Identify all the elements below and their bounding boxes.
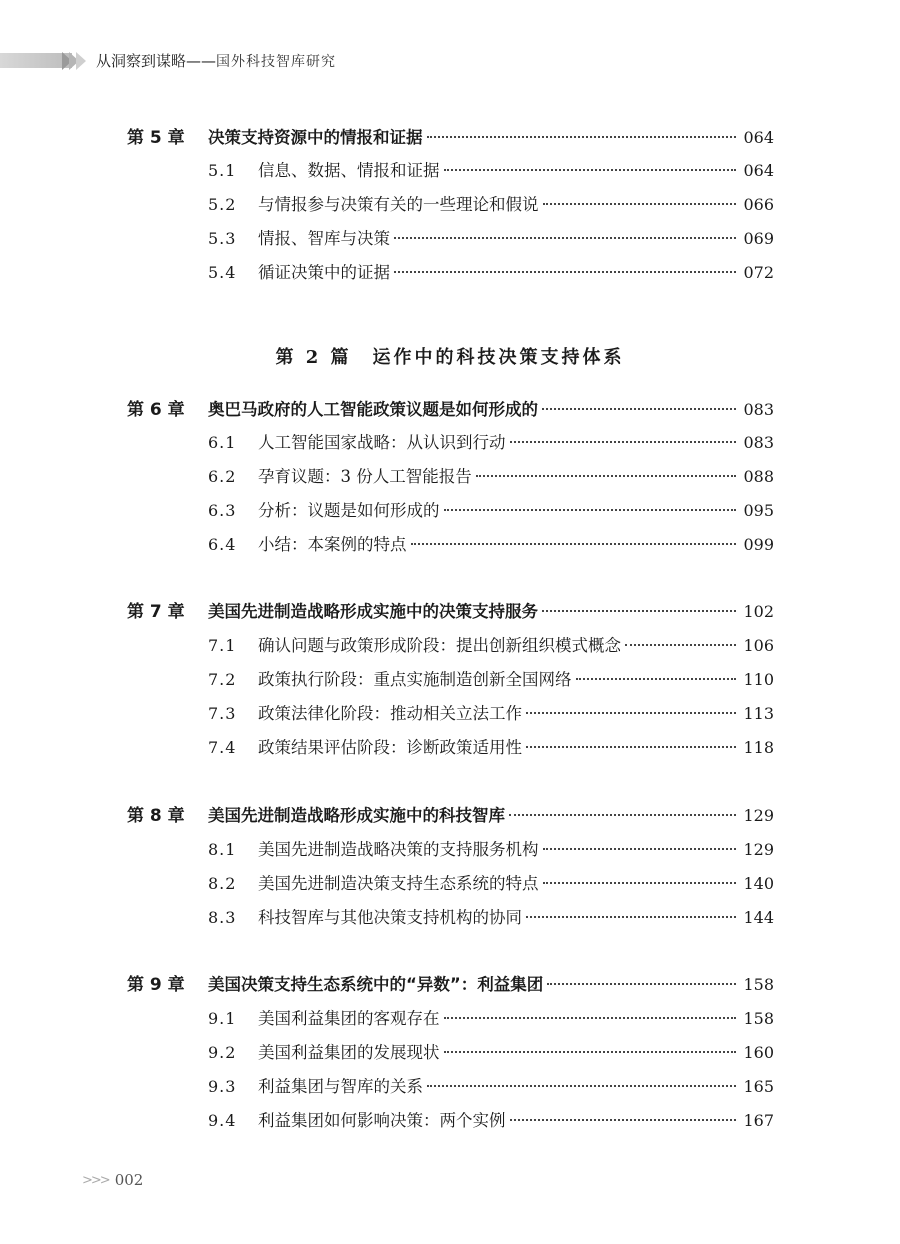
page-number: 066 <box>743 195 774 214</box>
leader-dots <box>625 644 736 646</box>
section-title: 循证决策中的证据 <box>258 263 390 282</box>
page-number: 102 <box>743 602 774 621</box>
section-number: 6.4 <box>208 535 237 554</box>
page-number: 158 <box>743 1009 774 1028</box>
section-number: 9.2 <box>208 1043 237 1062</box>
section-title: 政策执行阶段：重点实施制造创新全国网络 <box>258 670 572 689</box>
toc-section-5-3[interactable] <box>0 224 900 254</box>
page-number: 113 <box>743 704 774 723</box>
chapter-number: 第 9 章 <box>127 975 185 995</box>
section-title: 人工智能国家战略：从认识到行动 <box>258 433 506 452</box>
section-number: 6.1 <box>208 433 237 452</box>
toc-chapter-5[interactable] <box>0 123 900 153</box>
toc-section-6-2[interactable] <box>0 462 900 492</box>
section-number: 7.2 <box>208 670 237 689</box>
section-number: 7.1 <box>208 636 237 655</box>
section-number: 7.4 <box>208 738 237 757</box>
section-title: 政策法律化阶段：推动相关立法工作 <box>258 704 522 723</box>
toc-chapter-7[interactable] <box>0 597 900 627</box>
page-number: 160 <box>743 1043 774 1062</box>
section-title: 政策结果评估阶段：诊断政策适用性 <box>258 738 522 757</box>
section-number: 5.2 <box>208 195 237 214</box>
chapter-number: 第 7 章 <box>127 602 185 622</box>
leader-dots <box>444 1051 737 1053</box>
page-number: 167 <box>743 1111 774 1130</box>
section-number: 5.4 <box>208 263 237 282</box>
leader-dots <box>526 916 736 918</box>
section-title: 小结：本案例的特点 <box>258 535 407 554</box>
leader-dots <box>394 237 736 239</box>
toc-chapter-6[interactable] <box>0 395 900 425</box>
leader-dots <box>510 441 737 443</box>
section-title: 美国利益集团的发展现状 <box>258 1043 440 1062</box>
toc-section-6-3[interactable] <box>0 496 900 526</box>
chapter-title: 美国先进制造战略形成实施中的科技智库 <box>208 806 505 825</box>
chapter-title: 美国先进制造战略形成实施中的决策支持服务 <box>208 602 538 621</box>
section-title: 信息、数据、情报和证据 <box>258 161 440 180</box>
page-number: 129 <box>743 806 774 825</box>
book-title: 从洞察到谋略—— <box>96 52 217 70</box>
section-number: 6.2 <box>208 467 237 486</box>
toc-section-7-2[interactable] <box>0 665 900 695</box>
section-number: 9.4 <box>208 1111 237 1130</box>
footer-arrow-icon: >>> <box>82 1172 109 1188</box>
toc-section-7-3[interactable] <box>0 699 900 729</box>
chapter-number: 第 8 章 <box>127 806 185 826</box>
page-number: 064 <box>743 128 774 147</box>
book-subtitle: 国外科技智库研究 <box>216 54 337 70</box>
leader-dots <box>526 712 736 714</box>
toc-section-8-3[interactable] <box>0 903 900 933</box>
section-title: 确认问题与政策形成阶段：提出创新组织模式概念 <box>258 636 621 655</box>
section-title: 美国先进制造决策支持生态系统的特点 <box>258 874 539 893</box>
leader-dots <box>394 271 736 273</box>
section-number: 8.1 <box>208 840 237 859</box>
leader-dots <box>543 882 737 884</box>
leader-dots <box>427 1085 736 1087</box>
section-title: 科技智库与其他决策支持机构的协同 <box>258 908 522 927</box>
chapter-number: 第 6 章 <box>127 400 185 420</box>
chapter-title: 决策支持资源中的情报和证据 <box>208 128 423 147</box>
leader-dots <box>427 136 737 138</box>
page-number: 110 <box>743 670 774 689</box>
running-header <box>0 50 900 72</box>
leader-dots <box>510 1119 737 1121</box>
leader-dots <box>542 408 736 410</box>
page-number: 106 <box>743 636 774 655</box>
toc-section-7-1[interactable] <box>0 631 900 661</box>
part-title: 第 2 篇 运作中的科技决策支持体系 <box>275 347 625 368</box>
toc-section-9-3[interactable] <box>0 1072 900 1102</box>
toc-section-5-1[interactable] <box>0 156 900 186</box>
section-title: 利益集团如何影响决策：两个实例 <box>258 1111 506 1130</box>
page-number: 072 <box>743 263 774 282</box>
section-title: 美国利益集团的客观存在 <box>258 1009 440 1028</box>
page-number: 088 <box>743 467 774 486</box>
toc-section-7-4[interactable] <box>0 733 900 763</box>
leader-dots <box>543 848 737 850</box>
page-number: 158 <box>743 975 774 994</box>
section-title: 孕育议题：3 份人工智能报告 <box>258 467 472 486</box>
toc-section-5-2[interactable] <box>0 190 900 220</box>
leader-dots <box>542 610 736 612</box>
leader-dots <box>444 509 737 511</box>
page-number: 118 <box>743 738 774 757</box>
page-number: 099 <box>743 535 774 554</box>
footer-page-number: 002 <box>114 1171 144 1189</box>
page-number: 144 <box>743 908 774 927</box>
leader-dots <box>444 169 737 171</box>
page-number: 083 <box>743 433 774 452</box>
section-number: 5.3 <box>208 229 237 248</box>
leader-dots <box>576 678 737 680</box>
section-title: 分析：议题是如何形成的 <box>258 501 440 520</box>
page-number: 069 <box>743 229 774 248</box>
page-number: 165 <box>743 1077 774 1096</box>
chapter-title: 奥巴马政府的人工智能政策议题是如何形成的 <box>208 400 538 419</box>
toc-section-6-4[interactable] <box>0 530 900 560</box>
page-number: 129 <box>743 840 774 859</box>
page-number: 064 <box>743 161 774 180</box>
chapter-title: 美国决策支持生态系统中的“异数”：利益集团 <box>208 975 544 994</box>
page-footer <box>82 1168 143 1192</box>
toc-section-9-2[interactable] <box>0 1038 900 1068</box>
toc-section-8-1[interactable] <box>0 835 900 865</box>
section-number: 6.3 <box>208 501 237 520</box>
section-number: 8.3 <box>208 908 237 927</box>
section-number: 5.1 <box>208 161 237 180</box>
leader-dots <box>411 543 737 545</box>
toc-section-8-2[interactable] <box>0 869 900 899</box>
leader-dots <box>444 1017 737 1019</box>
page-number: 140 <box>743 874 774 893</box>
section-title: 与情报参与决策有关的一些理论和假说 <box>258 195 539 214</box>
toc-section-6-1[interactable] <box>0 428 900 458</box>
leader-dots <box>547 983 736 985</box>
section-number: 7.3 <box>208 704 237 723</box>
section-title: 利益集团与智库的关系 <box>258 1077 423 1096</box>
toc-chapter-9[interactable] <box>0 970 900 1000</box>
section-title: 美国先进制造战略决策的支持服务机构 <box>258 840 539 859</box>
toc-section-5-4[interactable] <box>0 258 900 288</box>
leader-dots <box>543 203 737 205</box>
page-number: 083 <box>743 400 774 419</box>
page-number: 095 <box>743 501 774 520</box>
section-number: 9.3 <box>208 1077 237 1096</box>
toc-chapter-8[interactable] <box>0 801 900 831</box>
leader-dots <box>509 814 736 816</box>
section-title: 情报、智库与决策 <box>258 229 390 248</box>
leader-dots <box>476 475 736 477</box>
header-arrow-icon <box>62 50 83 72</box>
section-number: 8.2 <box>208 874 237 893</box>
leader-dots <box>526 746 736 748</box>
toc-section-9-1[interactable] <box>0 1004 900 1034</box>
section-number: 9.1 <box>208 1009 237 1028</box>
chapter-number: 第 5 章 <box>127 128 185 148</box>
toc-section-9-4[interactable] <box>0 1106 900 1136</box>
